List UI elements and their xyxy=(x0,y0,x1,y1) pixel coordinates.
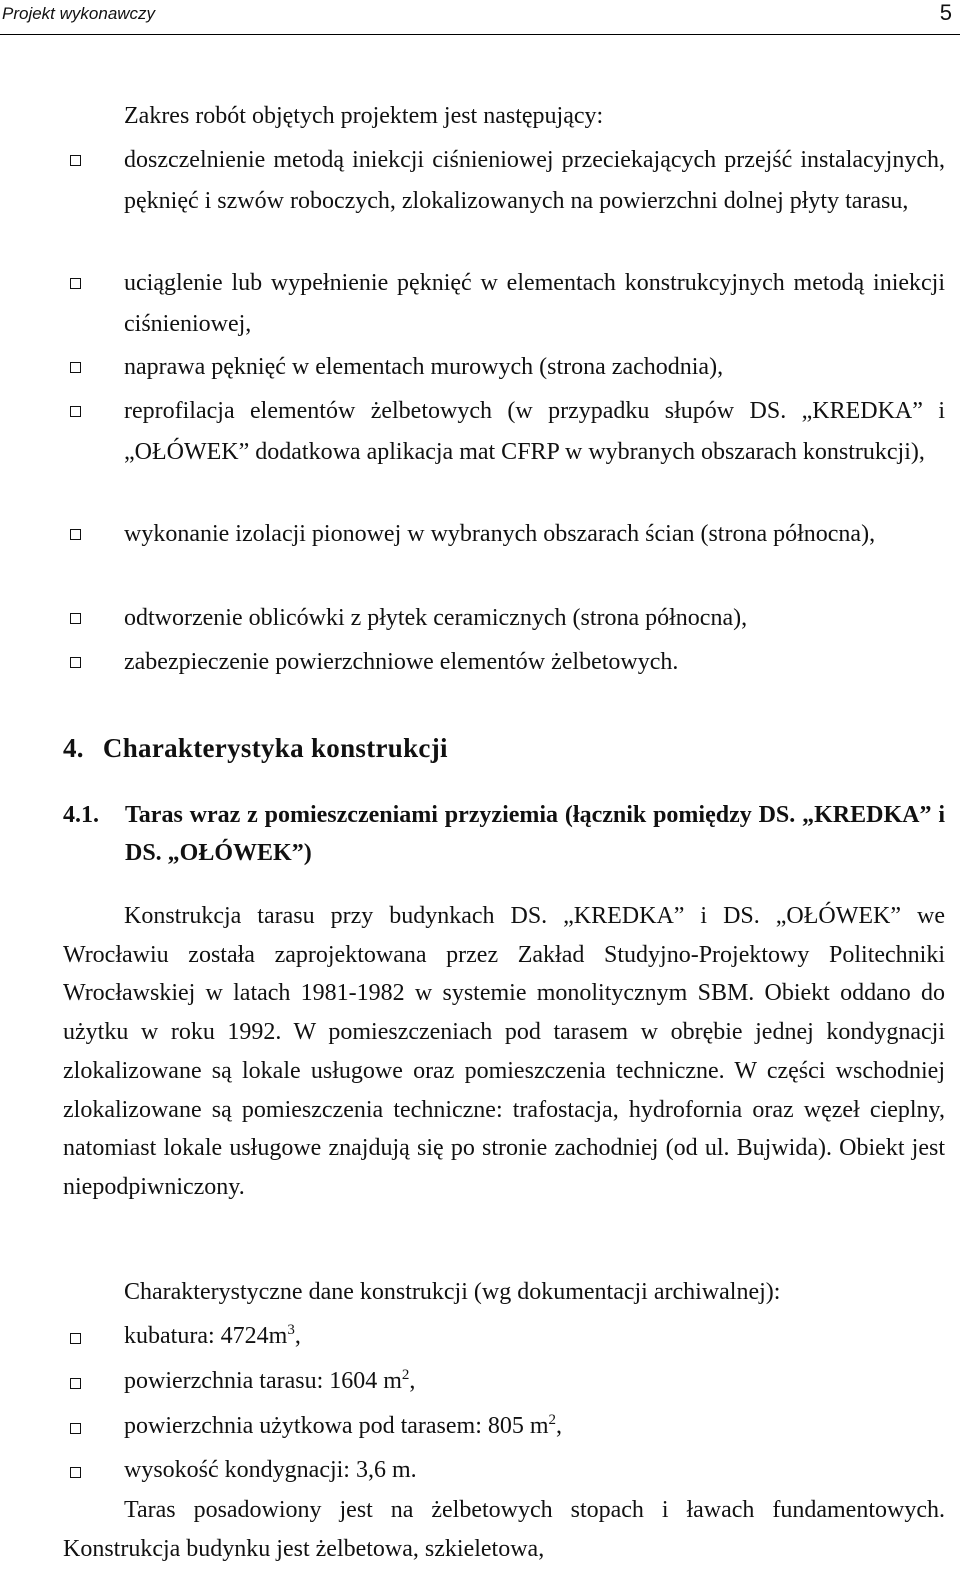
body-paragraph: Konstrukcja tarasu przy budynkach DS. „KREDKA” i DS. „OŁÓWEK” we Wrocławiu została zaprojektowana przez Zakład Studyjno-Projektowy Politechniki Wrocławskiej w latach 1981-1982 w systemie monolitycznym SBM. Obiekt oddano do użytku w roku 1992. W pomieszczeniach pod tarasem w obrębie jednej kondygnacji zlokalizowane są lokale usługowe oraz pomieszczenia techniczne. W części wschodniej zlokalizowane są pomieszczenia techniczne: trafostacja, hydrofornia oraz węzeł cieplny, natomiast lokale usługowe znajdują się po stronie zachodniej (od ul. Bujwida). Obiekt jest niepodpiwniczony. xyxy=(63,903,945,1200)
page-number: 5 xyxy=(939,0,952,25)
data-intro: Charakterystyczne dane konstrukcji (wg dokumentacji archiwalnej): xyxy=(124,1279,781,1305)
checkbox-bullet-icon xyxy=(70,362,81,373)
scope-item: naprawa pęknięć w elementach murowych (strona zachodnia), xyxy=(124,354,724,380)
checkbox-bullet-icon xyxy=(70,1423,81,1434)
scope-item: doszczelnienie metodą iniekcji ciśnieniowej przeciekających przejść instalacyjnych, pęknięć i szwów roboczych, zlokalizowanych na powierzchni dolnej płyty tarasu, xyxy=(124,147,945,214)
checkbox-bullet-icon xyxy=(70,529,81,540)
subsection-title: Taras wraz z pomieszczeniami przyziemia (łącznik pomiędzy DS. „KREDKA” i DS. „OŁÓWEK”) xyxy=(125,802,945,866)
subsection-heading xyxy=(63,796,945,872)
scope-intro: Zakres robót objętych projektem jest następujący: xyxy=(124,103,604,129)
checkbox-bullet-icon xyxy=(70,1378,81,1389)
data-item: kubatura: $4724m^3$, xyxy=(124,1322,301,1349)
document-title: Projekt wykonawczy xyxy=(2,4,156,23)
checkbox-bullet-icon xyxy=(70,406,81,417)
data-item: powierzchnia użytkowa pod tarasem: 805 $m^2$, xyxy=(124,1412,563,1439)
checkbox-bullet-icon xyxy=(70,1467,81,1478)
subsection-number: 4.1. xyxy=(63,802,99,828)
page-header xyxy=(0,0,960,35)
scope-item: uciąglenie lub wypełnienie pęknięć w elementach konstrukcyjnych metodą iniekcji ciśnieniowej, xyxy=(124,270,945,337)
scope-item: zabezpieczenie powierzchniowe elementów żelbetowych. xyxy=(124,649,679,675)
section-title: Charakterystyka konstrukcji xyxy=(102,733,448,763)
checkbox-bullet-icon xyxy=(70,613,81,624)
section-number: 4. xyxy=(63,733,84,763)
scope-item: odtworzenie oblicówki z płytek ceramicznych (strona północna), xyxy=(124,605,748,631)
scope-item: reprofilacja elementów żelbetowych (w przypadku słupów DS. „KREDKA” i „OŁÓWEK” dodatkowa aplikacja mat CFRP w wybranych obszarach konstrukcji), xyxy=(124,398,945,465)
checkbox-bullet-icon xyxy=(70,1333,81,1344)
body-paragraph: Taras posadowiony jest na żelbetowych stopach i ławach fundamentowych. Konstrukcja budynku jest żelbetowa, szkieletowa, xyxy=(63,1497,945,1562)
data-item: wysokość kondygnacji: 3,6 m. xyxy=(124,1457,417,1483)
data-item: powierzchnia tarasu: 1604 $m^2$, xyxy=(124,1367,416,1394)
checkbox-bullet-icon xyxy=(70,155,81,166)
scope-item: wykonanie izolacji pionowej w wybranych obszarach ścian (strona północna), xyxy=(124,521,876,547)
section-heading xyxy=(63,733,448,764)
checkbox-bullet-icon xyxy=(70,657,81,668)
checkbox-bullet-icon xyxy=(70,278,81,289)
